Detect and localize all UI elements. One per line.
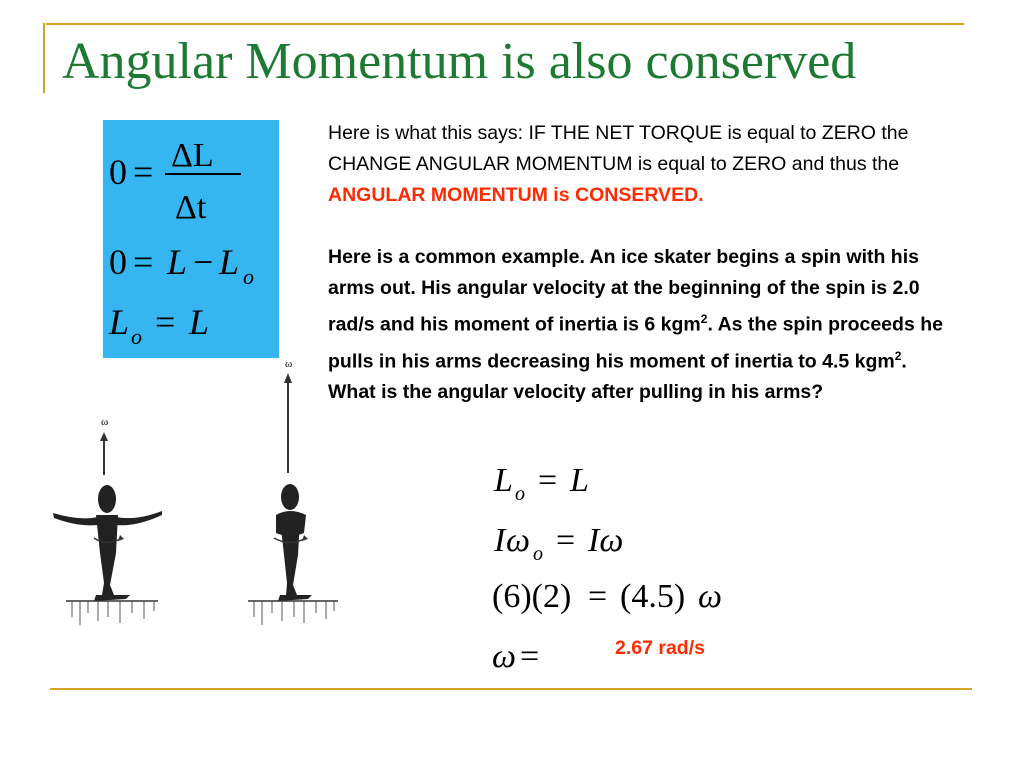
eq3-rhs: L [189,302,210,342]
eq1-denominator: Δt [175,189,207,226]
ice-marks-left [72,601,154,625]
eq2-l: L [167,242,188,282]
solution-line-1 [493,462,589,505]
body-text [328,118,958,408]
skate-blade-right [278,595,312,601]
skater-head-right [281,484,299,510]
sol4-omega: ω [492,638,517,675]
omega-label-left: ω [101,416,109,428]
ice-marks-right [254,601,334,625]
rotation-arrow-left [118,535,124,541]
eq3-index: o [131,324,142,349]
sol3-omega: ω [698,578,723,615]
eq2-index: o [243,264,254,289]
solution-line-2 [493,522,623,565]
skater-arms-in-icon [248,358,338,625]
sol1-equals: = [538,462,558,499]
skate-blade-left [94,595,130,601]
frame-bottom-line [50,688,972,690]
solution-line-4 [492,638,539,675]
superscript-1: 2 [700,312,708,326]
eq1-lhs: 0 [109,152,127,192]
eq2-equals: = [133,242,154,282]
eq1-equals: = [133,152,154,192]
sol3-lhs: (6)(2) [492,578,572,615]
sol2-index: o [533,543,543,565]
solution-line-3 [492,578,722,615]
slide-title: Angular Momentum is also conserved [62,33,857,90]
sol2-omega: ω [506,522,531,559]
skater-body-right [280,519,300,595]
sol3-equals: = [588,578,608,615]
equation-conservation [108,302,209,349]
equation-difference [109,242,254,289]
omega-label-right: ω [285,358,293,370]
equation-box [103,120,279,358]
eq2-lhs: 0 [109,242,127,282]
sol2-i: I [494,522,506,559]
sol2-rhs: Iω [588,522,624,559]
sol1-rhs: L [570,462,589,499]
skater-arms-out-icon [53,416,162,625]
eq1-numerator: ΔL [171,137,214,174]
frame-top-line [46,23,964,25]
omega-arrowhead-left [100,432,108,441]
conserved-highlight: ANGULAR MOMENTUM is CONSERVED. [328,184,704,206]
equation-zero-rate [109,137,241,226]
example-paragraph [328,242,958,408]
eq3-l: L [109,302,130,342]
example-text-2: . As the spin proceeds he pulls in his arms decreasing his moment of inertia to 4.5 kgm [328,313,943,372]
rotation-arrow-right [302,535,308,541]
frame-left-line [43,23,45,93]
skater-body-left [96,515,118,595]
example-text-3: . What is the angular velocity after pulling in his arms? [328,350,907,403]
eq2-l-sub: L [219,242,240,282]
sol2-equals: = [556,522,576,559]
skater-illustration [50,355,340,635]
answer-value: 2.67 rad/s [615,637,705,659]
superscript-2: 2 [894,348,902,363]
eq2-minus: − [193,242,214,282]
sol3-rhs: (4.5) [620,578,686,615]
sol1-index: o [515,483,525,505]
skater-head-left [98,485,116,513]
explanation-text: Here is what this says: IF THE NET TORQUE is equal to ZERO the CHANGE ANGULAR MOMENTUM is equal to ZERO and thus the [328,122,909,175]
example-text-1: Here is a common example. An ice skater begins a spin with his arms out. His angular velocity at the beginning of the spin is 2.0 rad/s and his moment of inertia is 6 kgm [328,246,920,336]
explanation-paragraph [328,118,958,211]
omega-arrowhead-right [284,373,292,383]
eq3-equals: = [155,302,176,342]
sol1-l: L [494,462,513,499]
sol4-equals: = [520,638,540,675]
